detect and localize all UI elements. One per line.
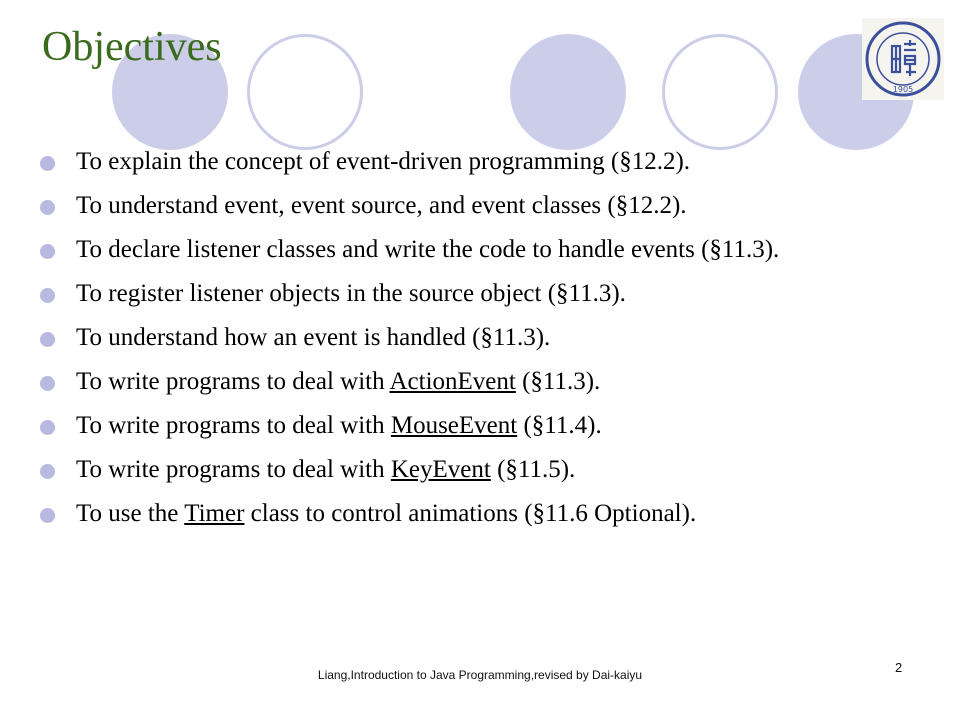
- objective-text: To write programs to deal with: [76, 412, 391, 439]
- objective-text: To use the: [76, 500, 185, 527]
- university-logo: [862, 18, 944, 100]
- objective-text: (§11.3).: [515, 368, 601, 395]
- objective-text: (§11.4).: [517, 412, 602, 439]
- footer-text: Liang,Introduction to Java Programming,revised by Dai-kaiyu: [317, 668, 643, 682]
- bullet-icon: [40, 464, 55, 479]
- objective-text: class to control animations (§11.6 Optional).: [244, 500, 697, 527]
- objective-text: To explain the concept of event-driven programming (§12.2).: [76, 148, 691, 175]
- slide-title: Objectives: [42, 24, 222, 70]
- objective-item: [40, 496, 920, 532]
- svg-text:1905: 1905: [892, 85, 914, 94]
- bullet-icon: [40, 244, 55, 259]
- bullet-icon: [40, 156, 55, 171]
- bullet-icon: [40, 508, 55, 523]
- objective-item: [40, 452, 920, 488]
- class-name-link: ActionEvent: [389, 368, 516, 395]
- class-name-link: Timer: [184, 500, 245, 527]
- class-name-link: MouseEvent: [390, 412, 518, 439]
- bullet-icon: [40, 332, 55, 347]
- objective-text: To write programs to deal with: [76, 456, 391, 483]
- objective-text: To understand how an event is handled (§11.3).: [76, 324, 551, 351]
- class-name-link: KeyEvent: [390, 456, 491, 483]
- objective-item: [40, 144, 920, 180]
- decorative-circle-3: [510, 34, 626, 150]
- page-number: 2: [895, 660, 903, 675]
- objective-text: To declare listener classes and write the code to handle events (§11.3).: [76, 236, 780, 263]
- bullet-icon: [40, 376, 55, 391]
- objective-text: To register listener objects in the source object (§11.3).: [76, 280, 626, 307]
- bullet-icon: [40, 200, 55, 215]
- objective-text: To write programs to deal with: [76, 368, 390, 395]
- decorative-circle-4: [662, 34, 778, 150]
- objective-item: [40, 364, 920, 400]
- objective-text: To understand event, event source, and event classes (§12.2).: [76, 192, 687, 219]
- objective-item: [40, 188, 920, 224]
- decorative-circle-2: [247, 34, 363, 150]
- objective-item: [40, 320, 920, 356]
- objective-text: (§11.5).: [490, 456, 576, 483]
- objective-item: [40, 232, 920, 268]
- bullet-icon: [40, 420, 55, 435]
- objectives-list: [40, 144, 920, 540]
- seal-icon: [862, 18, 944, 100]
- objective-item: [40, 276, 920, 312]
- bullet-icon: [40, 288, 55, 303]
- objective-item: [40, 408, 920, 444]
